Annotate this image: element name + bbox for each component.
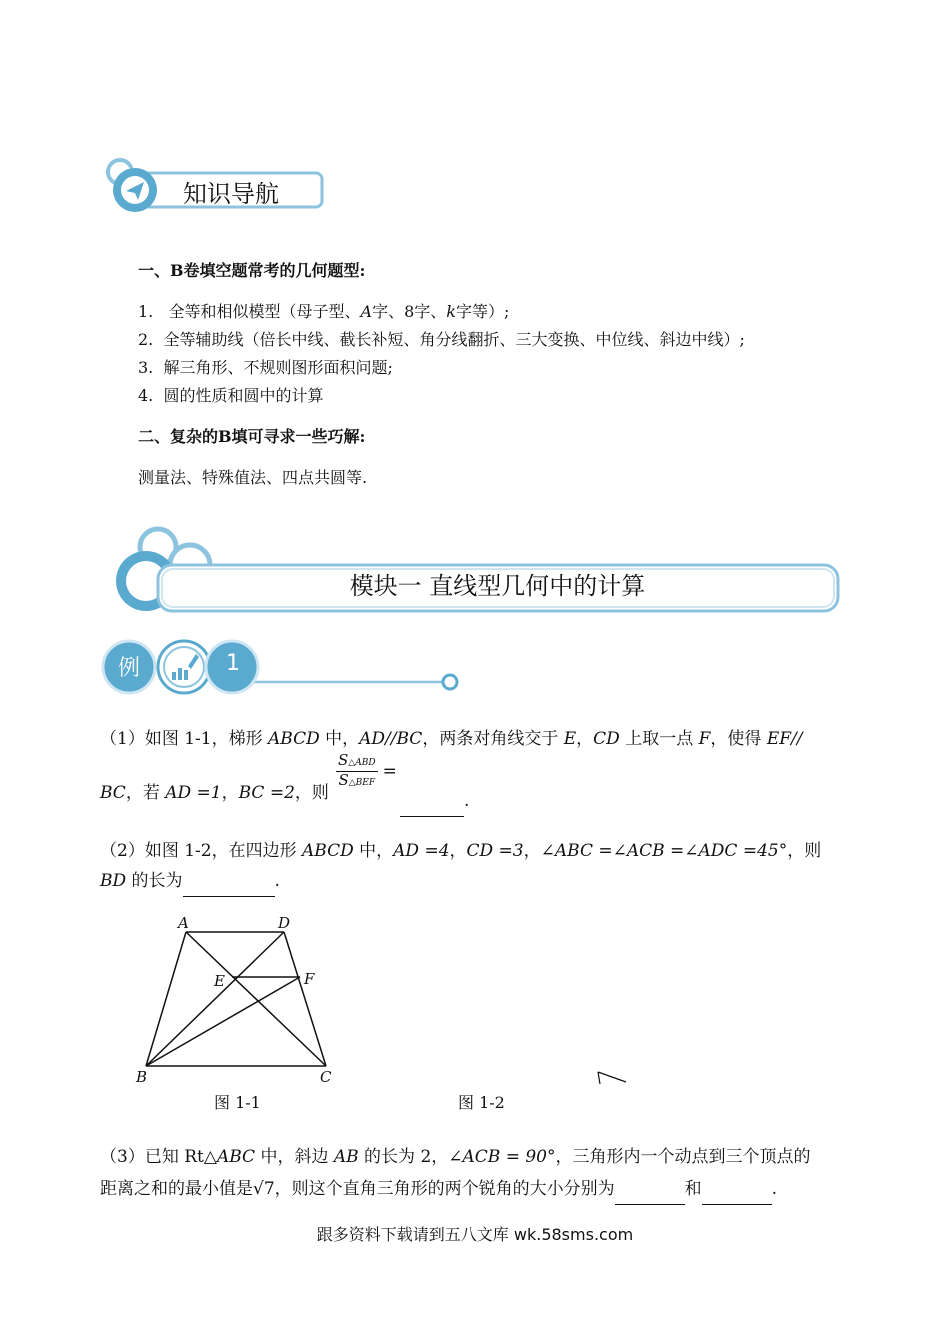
text: 中，斜边	[255, 1147, 334, 1167]
problem-1-answer	[400, 786, 469, 817]
math: AD//BC	[359, 729, 423, 749]
item-var: A	[360, 302, 373, 321]
text: ，	[523, 841, 541, 861]
math: AD =1	[165, 783, 222, 803]
math: CD =3	[466, 841, 524, 861]
problem-1-line-2	[100, 778, 329, 808]
math: BC	[100, 783, 126, 803]
text: （2）如图 1-2，在四边形	[100, 841, 302, 861]
text: 的长为 2，	[358, 1147, 449, 1167]
answer-blank-2[interactable]	[702, 1174, 772, 1205]
label-C: C	[320, 1068, 332, 1086]
text: ，两条对角线交于	[422, 729, 564, 749]
item-number: 2.	[138, 330, 154, 349]
area-ratio-fraction	[336, 752, 397, 791]
section1-item-3	[138, 356, 393, 380]
text: .	[464, 791, 470, 811]
text: 距离之和的最小值是	[100, 1179, 253, 1199]
item-text: 字等）;	[456, 302, 510, 321]
text: ，	[221, 783, 239, 803]
item-text: 全等辅助线（倍长中线、截长补短、角分线翻折、三大变换、中位线、斜边中线）;	[163, 330, 745, 349]
problem-3-line-1	[100, 1142, 810, 1172]
module-title: 模块一 直线型几何中的计算	[349, 572, 646, 600]
math: AB	[333, 1147, 359, 1167]
math: ABCD	[302, 841, 354, 861]
text: 的长为	[126, 871, 183, 891]
figure-1-1-trapezoid	[130, 910, 340, 1090]
text: .	[771, 1179, 778, 1199]
text: 中，	[353, 841, 394, 861]
label-B: B	[136, 1068, 148, 1086]
label-D: D	[278, 914, 291, 932]
math: ∠ACB = 90°	[448, 1147, 556, 1167]
math: Rt△	[184, 1147, 217, 1167]
example-label: 例	[118, 656, 141, 681]
math: AD =4	[393, 841, 450, 861]
math: EF//	[766, 729, 803, 749]
figure-1-2-caption: 图 1-2	[458, 1093, 505, 1112]
item-number: 1.	[138, 302, 154, 321]
label-E: E	[214, 972, 225, 990]
item-text: 圆的性质和圆中的计算	[163, 386, 324, 405]
section1-item-1	[138, 300, 509, 324]
label-A: A	[178, 914, 189, 932]
footer-download-note: 跟多资料下载请到五八文库 wk.58sms.com	[316, 1225, 634, 1244]
text: 中，	[319, 729, 360, 749]
item-text: 解三角形、不规则图形面积问题;	[163, 358, 393, 377]
math: ABC	[216, 1147, 256, 1167]
label-F: F	[304, 970, 315, 988]
problem-2-line-1	[100, 836, 821, 866]
text: ，三角形内一个动点到三个顶点的	[555, 1147, 811, 1167]
answer-blank[interactable]	[400, 786, 464, 817]
text: ，则	[787, 841, 822, 861]
fraction-numerator: S△ABD	[336, 752, 378, 772]
text: ，使得	[710, 729, 767, 749]
answer-blank[interactable]	[183, 866, 275, 897]
text: .	[274, 871, 280, 891]
example-badge	[100, 638, 462, 698]
problem-1-line-1	[100, 724, 802, 754]
section2-text: 测量法、特殊值法、四点共圆等.	[138, 468, 368, 487]
problem-3-line-2	[100, 1174, 777, 1205]
math: CD	[593, 729, 620, 749]
equals-sign: =	[382, 761, 397, 782]
fraction-denominator: S△BEF	[338, 771, 376, 789]
math: F	[698, 729, 711, 749]
math: BD	[100, 871, 127, 891]
example-number: 1	[226, 651, 240, 676]
section1-heading: 一、B卷填空题常考的几何题型:	[138, 261, 366, 280]
section1-item-4	[138, 384, 323, 408]
math: ∠ABC =∠ACB =∠ADC =45°	[540, 841, 788, 861]
item-var: k	[446, 302, 456, 321]
math: √7	[253, 1179, 275, 1199]
text: ，则这个直角三角形的两个锐角的大小分别为	[274, 1179, 615, 1199]
problem-2-line-2	[100, 866, 280, 897]
item-number: 3.	[138, 358, 154, 377]
section2-heading: 二、复杂的B填可寻求一些巧解:	[138, 427, 366, 446]
figure-1-2-fragment	[594, 1068, 630, 1090]
item-text: 全等和相似模型（母子型、	[168, 302, 361, 321]
item-number: 4.	[138, 386, 154, 405]
text: ，	[576, 729, 594, 749]
math: E	[563, 729, 577, 749]
answer-blank-1[interactable]	[615, 1174, 685, 1205]
text: （3）已知	[100, 1147, 185, 1167]
knowledge-nav-title: 知识导航	[183, 180, 279, 208]
text: 和	[684, 1179, 702, 1199]
math: BC =2	[238, 783, 295, 803]
text: 上取一点	[619, 729, 699, 749]
figure-1-1-caption: 图 1-1	[214, 1093, 261, 1112]
text: （1）如图 1-1，梯形	[100, 729, 268, 749]
section1-item-2	[138, 328, 745, 352]
math: ABCD	[268, 729, 320, 749]
text: ，若	[125, 783, 166, 803]
text: ，	[449, 841, 467, 861]
item-text: 字、8字、	[372, 302, 447, 321]
fraction	[336, 752, 378, 791]
text: ，则	[294, 783, 329, 803]
